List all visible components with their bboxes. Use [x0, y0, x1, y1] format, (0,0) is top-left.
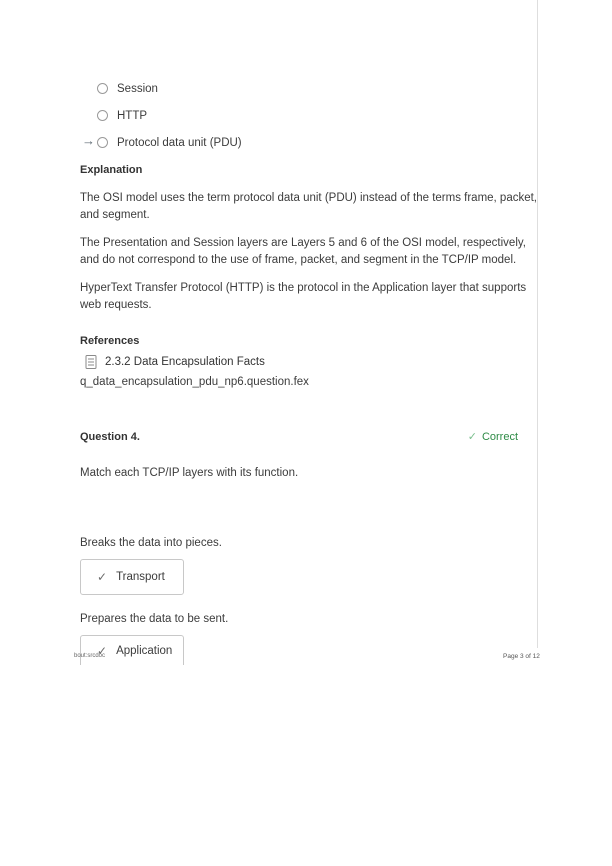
match-prompt: Prepares the data to be sent.: [80, 613, 229, 625]
correct-answer-arrow-icon: →: [82, 133, 95, 148]
explanation-paragraph: The Presentation and Session layers are Layers 5 and 6 of the OSI model, respectively, and do not correspond to the use of frame, packet, and segment in the TCP/IP model.: [80, 237, 526, 266]
option-label: Protocol data unit (PDU): [117, 136, 242, 149]
status-label: Correct: [481, 430, 518, 443]
explanation-paragraph: HyperText Transfer Protocol (HTTP) is the protocol in the Application layer that supports web requests.: [80, 282, 527, 311]
match-answer-application[interactable]: [80, 635, 184, 665]
explanation-paragraph: The OSI model uses the term protocol data unit (PDU) instead of the terms frame, packet, and segment.: [80, 192, 538, 221]
option-label: Session: [117, 82, 158, 95]
answer-label: Transport: [116, 571, 165, 583]
question-filename: q_data_encapsulation_pdu_np6.question.fex: [80, 376, 309, 388]
question-header: [80, 430, 538, 443]
answer-option-session[interactable]: [80, 75, 538, 102]
check-icon: ✓: [97, 643, 108, 658]
references-section: [80, 335, 538, 388]
radio-button-icon[interactable]: [97, 110, 108, 121]
radio-button-icon[interactable]: [97, 83, 108, 94]
check-icon: ✓: [97, 570, 108, 584]
match-answer-transport[interactable]: [80, 559, 184, 595]
answer-label: Application: [116, 644, 173, 657]
document-icon: [85, 355, 97, 369]
references-heading: References: [80, 335, 140, 347]
reference-link[interactable]: 2.3.2 Data Encapsulation Facts: [105, 356, 265, 368]
answer-option-http[interactable]: [80, 102, 538, 129]
page-content: [80, 75, 538, 665]
footer-source-url: bout:srcdoc: [74, 653, 106, 659]
correct-status-badge: [468, 430, 518, 443]
radio-button-icon[interactable]: [97, 137, 108, 148]
question-prompt: Match each TCP/IP layers with its function.: [80, 467, 299, 479]
option-label: HTTP: [117, 109, 148, 122]
reference-item[interactable]: [80, 355, 538, 369]
match-prompt: Breaks the data into pieces.: [80, 537, 222, 549]
footer-page-number: Page 3 of 12: [503, 653, 540, 660]
check-icon: ✓: [467, 431, 477, 443]
question-number: Question 4.: [80, 430, 140, 443]
answer-option-pdu[interactable]: [80, 129, 538, 156]
explanation-heading: Explanation: [80, 164, 143, 176]
